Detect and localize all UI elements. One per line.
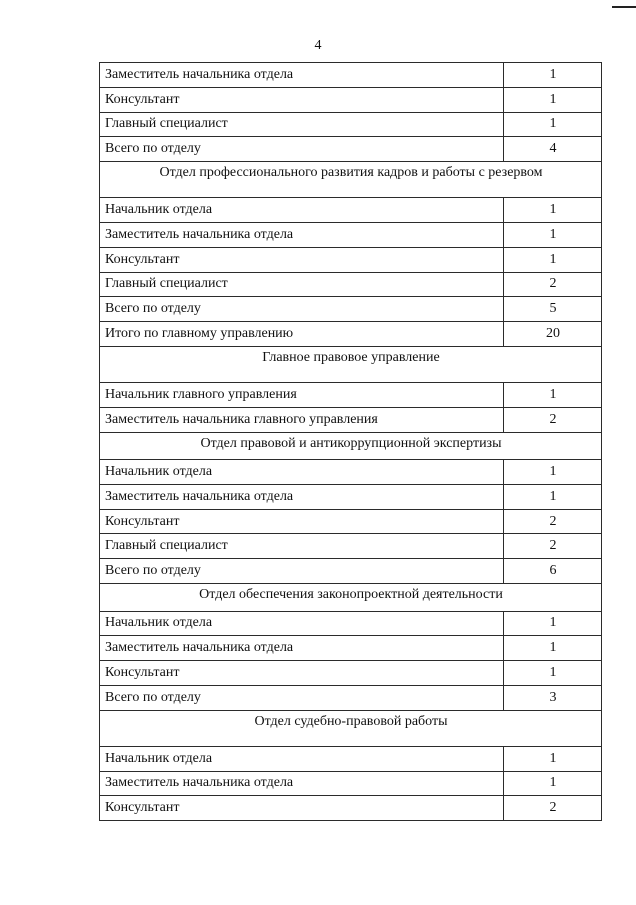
table-row	[100, 137, 602, 162]
position-count: 20	[504, 322, 602, 347]
table-row	[100, 509, 602, 534]
position-count: 5	[504, 297, 602, 322]
position-name: Заместитель начальника отдела	[100, 484, 504, 509]
section-title: Главное правовое управление	[100, 346, 602, 382]
position-name: Консультант	[100, 87, 504, 112]
position-count: 1	[504, 382, 602, 407]
position-name: Заместитель начальника главного управления	[100, 407, 504, 432]
position-name: Консультант	[100, 796, 504, 821]
position-name: Начальник отдела	[100, 611, 504, 636]
section-header-row	[100, 162, 602, 198]
position-name: Начальник отдела	[100, 746, 504, 771]
position-name: Начальник главного управления	[100, 382, 504, 407]
table-row	[100, 484, 602, 509]
position-count: 1	[504, 247, 602, 272]
position-name: Консультант	[100, 247, 504, 272]
table-row	[100, 636, 602, 661]
table-row	[100, 661, 602, 686]
position-count: 6	[504, 559, 602, 584]
position-count: 1	[504, 636, 602, 661]
position-count: 2	[504, 272, 602, 297]
position-count: 1	[504, 63, 602, 88]
position-name: Заместитель начальника отдела	[100, 771, 504, 796]
table-row	[100, 382, 602, 407]
table-row	[100, 198, 602, 223]
page-corner-mark	[612, 6, 636, 8]
section-title: Отдел профессионального развития кадров и работы с резервом	[100, 162, 602, 198]
position-name: Главный специалист	[100, 534, 504, 559]
position-count: 4	[504, 137, 602, 162]
table-row	[100, 611, 602, 636]
section-title: Отдел правовой и антикоррупционной экспертизы	[100, 432, 602, 460]
section-title: Отдел обеспечения законопроектной деятельности	[100, 584, 602, 612]
table-row	[100, 322, 602, 347]
position-name: Консультант	[100, 509, 504, 534]
position-count: 1	[504, 611, 602, 636]
table-row	[100, 407, 602, 432]
position-name: Начальник отдела	[100, 460, 504, 485]
position-count: 1	[504, 484, 602, 509]
position-count: 1	[504, 112, 602, 137]
position-name: Начальник отдела	[100, 198, 504, 223]
position-count: 1	[504, 460, 602, 485]
position-count: 2	[504, 534, 602, 559]
position-name: Всего по отделу	[100, 297, 504, 322]
table-row	[100, 534, 602, 559]
table-row	[100, 272, 602, 297]
position-count: 1	[504, 222, 602, 247]
table-row	[100, 222, 602, 247]
table-row	[100, 87, 602, 112]
page-number: 4	[314, 38, 322, 53]
table-row	[100, 63, 602, 88]
position-count: 1	[504, 746, 602, 771]
table-row	[100, 559, 602, 584]
position-name: Главный специалист	[100, 272, 504, 297]
section-header-row	[100, 584, 602, 612]
position-name: Консультант	[100, 661, 504, 686]
staffing-table	[99, 62, 602, 821]
position-count: 2	[504, 796, 602, 821]
position-count: 1	[504, 198, 602, 223]
position-name: Главный специалист	[100, 112, 504, 137]
table-row	[100, 771, 602, 796]
table-row	[100, 685, 602, 710]
position-count: 1	[504, 87, 602, 112]
table-row	[100, 112, 602, 137]
table-row	[100, 746, 602, 771]
section-header-row	[100, 346, 602, 382]
staffing-table-body	[100, 63, 602, 821]
table-row	[100, 247, 602, 272]
section-header-row	[100, 432, 602, 460]
table-row	[100, 796, 602, 821]
position-count: 1	[504, 771, 602, 796]
section-header-row	[100, 710, 602, 746]
position-count: 1	[504, 661, 602, 686]
position-name: Заместитель начальника отдела	[100, 63, 504, 88]
position-count: 2	[504, 509, 602, 534]
table-row	[100, 297, 602, 322]
position-name: Всего по отделу	[100, 685, 504, 710]
section-title: Отдел судебно-правовой работы	[100, 710, 602, 746]
position-count: 3	[504, 685, 602, 710]
table-row	[100, 460, 602, 485]
position-count: 2	[504, 407, 602, 432]
position-name: Заместитель начальника отдела	[100, 222, 504, 247]
position-name: Всего по отделу	[100, 137, 504, 162]
position-name: Итого по главному управлению	[100, 322, 504, 347]
position-name: Всего по отделу	[100, 559, 504, 584]
position-name: Заместитель начальника отдела	[100, 636, 504, 661]
